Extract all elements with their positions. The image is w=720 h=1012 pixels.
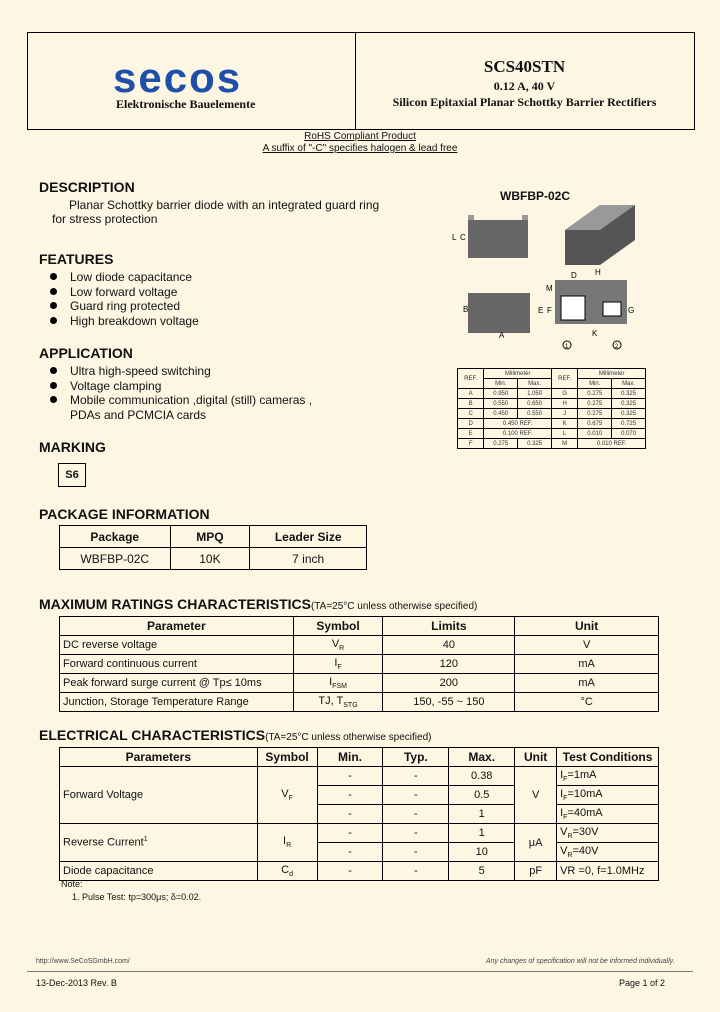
dim-header: Min. [484, 379, 518, 389]
part-description: Silicon Epitaxial Planar Schottky Barrier Rectifiers [392, 95, 657, 109]
company-subtitle: Elektronische Bauelemente [116, 97, 256, 111]
electrical-note: (TA=25°C unless otherwise specified) [265, 732, 432, 743]
package-table [59, 525, 367, 570]
dim-header: REF. [552, 369, 578, 389]
dim-header: Millimeter [578, 369, 646, 379]
pad-1 [561, 296, 585, 320]
company-logo: secos [113, 54, 243, 101]
table-header: Symbol [293, 617, 383, 636]
dim-label-d: D [571, 271, 577, 280]
table-header: Min. [317, 748, 383, 767]
description-line1: Planar Schottky barrier diode with an integrated guard ring [69, 198, 380, 212]
table-row: E 0.100 REF. L 0.010 0.070 [458, 429, 646, 439]
dim-header: Max. [612, 379, 646, 389]
dim-label-m: M [546, 284, 553, 293]
note-label: Note: [61, 879, 83, 889]
footer-page: Page 1 of 2 [619, 978, 666, 988]
pin1-label: 1 [565, 344, 569, 350]
table-row: - - 1 $I_F=40mA$ [60, 805, 659, 824]
table-header: Unit [515, 617, 659, 636]
features-heading: FEATURES [39, 251, 114, 267]
electrical-title [39, 727, 431, 745]
list-item: High breakdown voltage [50, 314, 199, 329]
table-header: Limits [383, 617, 515, 636]
table-row: C 0.450 0.550 J 0.275 0.325 [458, 409, 646, 419]
list-item: Low diode capacitance [50, 270, 199, 285]
table-header: MPQ [170, 526, 250, 548]
table-header: Unit [515, 748, 557, 767]
table-row: Reverse Current$^1$ $I_R$ - - 1 μA $V_R=30V$ [60, 824, 659, 843]
table-row: D 0.450 REF. K 0.675 0.725 [458, 419, 646, 429]
package-heading: PACKAGE INFORMATION [39, 506, 210, 522]
table-row: Peak forward surge current @ Tp≤ 10ms $I_{FSM}$ 200 mA [60, 674, 659, 693]
table-row: A 0.950 1.050 G 0.275 0.325 [458, 389, 646, 399]
max-ratings-table [59, 616, 659, 712]
table-cell: WBFBP-02C [60, 548, 171, 570]
pin2-label: 2 [615, 344, 619, 350]
electrical-heading: ELECTRICAL CHARACTERISTICS [39, 727, 266, 743]
dim-label-h: H [595, 268, 601, 277]
application-list [50, 364, 312, 422]
dim-label-l: L [452, 233, 457, 242]
features-list [50, 270, 199, 328]
table-header-row [60, 526, 367, 548]
footer-divider [27, 971, 693, 972]
table-cell: 7 inch [250, 548, 367, 570]
footer-disclaimer: Any changes of specification will not be informed individually. [486, 958, 675, 965]
table-row: Forward Voltage $V_F$ - - 0.38 V $I_F=1mA$ [60, 767, 659, 786]
list-item: Guard ring protected [50, 299, 199, 314]
side-view-body [468, 220, 528, 258]
table-row: - - 10 $V_R=40V$ [60, 843, 659, 862]
electrical-table [59, 747, 659, 881]
dim-label-g: G [628, 306, 635, 315]
table-row: Diode capacitance $C_d$ - - 5 pF VR =0, f=1.0MHz [60, 862, 659, 881]
table-header: Max. [449, 748, 515, 767]
table-header: Parameter [60, 617, 294, 636]
list-item: Voltage clamping [50, 379, 312, 394]
application-heading: APPLICATION [39, 345, 133, 361]
header-box [27, 32, 695, 130]
dim-header: Max. [518, 379, 552, 389]
footer-date: 13-Dec-2013 Rev. B [36, 978, 117, 988]
dim-header: Min. [578, 379, 612, 389]
dimension-table [457, 368, 646, 449]
table-header: Symbol [257, 748, 317, 767]
table-row: Forward continuous current $I_F$ 120 mA [60, 655, 659, 674]
table-header-row [60, 748, 659, 767]
table-header: Test Conditions [557, 748, 659, 767]
max-ratings-title [39, 596, 477, 614]
description-heading: DESCRIPTION [39, 179, 135, 195]
max-ratings-note: (TA=25°C unless otherwise specified) [310, 601, 478, 612]
list-item: PDAs and PCMCIA cards [70, 407, 207, 422]
table-header: Leader Size [250, 526, 367, 548]
table-header: Package [60, 526, 171, 548]
part-rating: 0.12 A, 40 V [493, 79, 556, 93]
dim-header: Millimeter [484, 369, 552, 379]
drawing-title: WBFBP-02C [500, 189, 571, 203]
marking-code: S6 [58, 463, 86, 487]
dim-header: REF. [458, 369, 484, 389]
list-item: Ultra high-speed switching [50, 364, 312, 379]
table-header: Typ. [383, 748, 449, 767]
dim-label-e: E [538, 306, 544, 315]
package-drawing [440, 205, 680, 360]
dim-label-c: C [460, 233, 466, 242]
table-row: DC reverse voltage $V_R$ 40 V [60, 636, 659, 655]
footer-website[interactable]: http://www.SeCoSGmbH.com/ [36, 958, 130, 965]
table-row: - - 0.5 $I_F=10mA$ [60, 786, 659, 805]
table-header: Parameters [60, 748, 258, 767]
description-line2: for stress protection [52, 212, 158, 226]
table-cell: 10K [170, 548, 250, 570]
marking-heading: MARKING [39, 439, 106, 455]
list-item: Mobile communication ,digital (still) cameras , [50, 393, 312, 408]
table-row: Junction, Storage Temperature Range TJ, $T_{STG}$ 150, -55 ~ 150 °C [60, 693, 659, 712]
dim-label-k: K [592, 329, 598, 338]
table-row: B 0.550 0.650 H 0.275 0.325 [458, 399, 646, 409]
pad-2 [603, 302, 621, 316]
table-row [60, 548, 367, 570]
max-ratings-heading: MAXIMUM RATINGS CHARACTERISTICS [39, 596, 311, 612]
table-header-row [60, 617, 659, 636]
dim-label-f: F [547, 306, 552, 315]
dim-label-a: A [499, 331, 505, 340]
table-row: F 0.275 0.325 M 0.010 REF. [458, 439, 646, 449]
part-number: SCS40STN [483, 57, 566, 76]
dim-label-b: B [463, 305, 469, 314]
note-item-1: 1. Pulse Test: tp=300μs; δ=0.02. [72, 892, 202, 902]
top-view-body [468, 293, 530, 333]
side-view-lead [522, 215, 528, 220]
rohs-line2: A suffix of "-C" specifies halogen & lead free [262, 143, 458, 154]
rohs-line1: RoHS Compliant Product [304, 131, 416, 142]
side-view-lead [468, 215, 474, 220]
list-item: Low forward voltage [50, 285, 199, 300]
